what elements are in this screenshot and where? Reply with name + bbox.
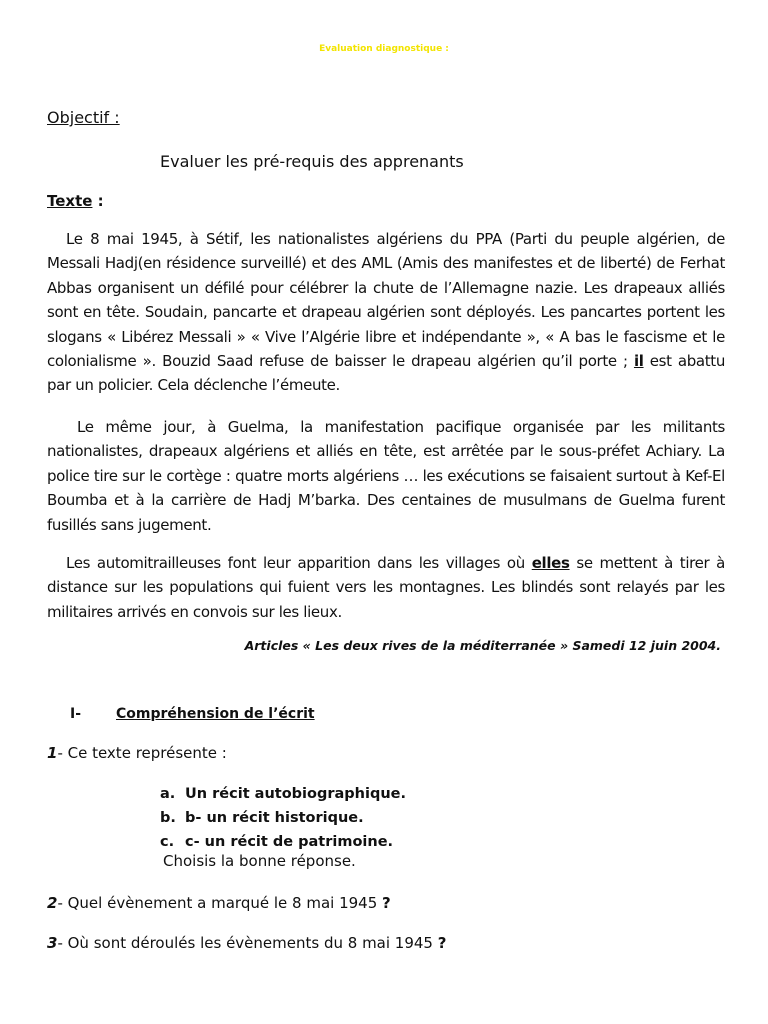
question-3-mark: ?	[437, 934, 447, 952]
paragraph-1-text-end: est abattu par un policier. Cela déclenche l’émeute.	[47, 352, 725, 395]
question-3-number: 3	[47, 934, 58, 952]
choice-b	[160, 806, 406, 830]
choice-list	[160, 782, 406, 854]
paragraph-3-emphasis: elles	[531, 554, 570, 572]
question-3-text: - Où sont déroulés les évènements du 8 mai 1945	[57, 934, 438, 952]
section-title: Compréhension de l’écrit	[116, 706, 315, 722]
objectif-text: Evaluer les pré-requis des apprenants	[160, 152, 464, 171]
section-number: I-	[70, 706, 82, 722]
choice-a-text: Un récit autobiographique.	[185, 786, 407, 802]
choice-a	[160, 782, 406, 806]
question-1-text: - Ce texte représente :	[57, 744, 227, 762]
choice-c-text: c- un récit de patrimoine.	[185, 834, 394, 850]
question-2-mark: ?	[382, 894, 391, 912]
paragraph-3	[47, 551, 725, 624]
question-2	[47, 894, 391, 912]
choice-b-letter: b.	[160, 810, 176, 826]
section-heading	[70, 706, 315, 722]
question-2-number: 2	[47, 894, 58, 912]
source-citation: Articles « Les deux rives de la méditerranée » Samedi 12 juin 2004.	[244, 638, 721, 653]
paragraph-3-text: Les automitrailleuses font leur apparition dans les villages où	[66, 554, 532, 572]
paragraph-2: Le même jour, à Guelma, la manifestation pacifique organisée par les militants nationalistes, drapeaux algériens et alliés en tête, est arrêtée par le sous-préfet Achiary. La police tire sur le cortège : quatre morts algériens … les exécutions se faisaient surtout à Kef-El Boumba et à la carrière de Hadj M’barka. Des centaines de musulmans de Guelma furent fusillés sans jugement.	[47, 418, 725, 534]
objectif-label: Objectif :	[47, 108, 120, 127]
question-2-text: - Quel évènement a marqué le 8 mai 1945	[57, 894, 383, 912]
paragraph-1-text: Le 8 mai 1945, à Sétif, les nationalistes algériens du PPA (Parti du peuple algérien, de Messali Hadj(en résidence surveillé) et des AML (Amis des manifestes et de liberté) de Ferhat Abbas organisent un défilé pour célébrer la chute de l’Allemagne nazie. Les drapeaux alliés sont en tête. Soudain, pancarte et drapeau algérien sont déployés. Les pancartes portent les slogans « Libérez Messali » « Vive l’Algérie libre et indépendante », « A bas le fascisme et le colonialisme ». Bouzid Saad refuse de baisser le drapeau algérien qu’il porte ;	[47, 230, 725, 371]
choice-b-text: b- un récit historique.	[185, 810, 364, 826]
header-title: Evaluation diagnostique :	[319, 44, 449, 54]
question-3	[47, 934, 446, 952]
paragraph-1-emphasis: il	[633, 352, 644, 371]
choice-c-letter: c.	[160, 834, 175, 850]
choice-instruction: Choisis la bonne réponse.	[163, 852, 356, 870]
paragraph-1	[47, 227, 725, 398]
paragraph-3-text-end: se mettent à tirer à distance sur les populations qui fuient vers les montagnes. Les blindés sont relayés par les militaires arrivés en convois sur les lieux.	[47, 554, 726, 621]
choice-c	[160, 830, 406, 854]
question-1-number: 1	[47, 744, 58, 762]
question-1	[47, 744, 227, 762]
choice-a-letter: a.	[160, 786, 176, 802]
texte-heading	[47, 192, 104, 210]
texte-label: Texte	[47, 192, 93, 210]
texte-colon: :	[92, 192, 104, 210]
